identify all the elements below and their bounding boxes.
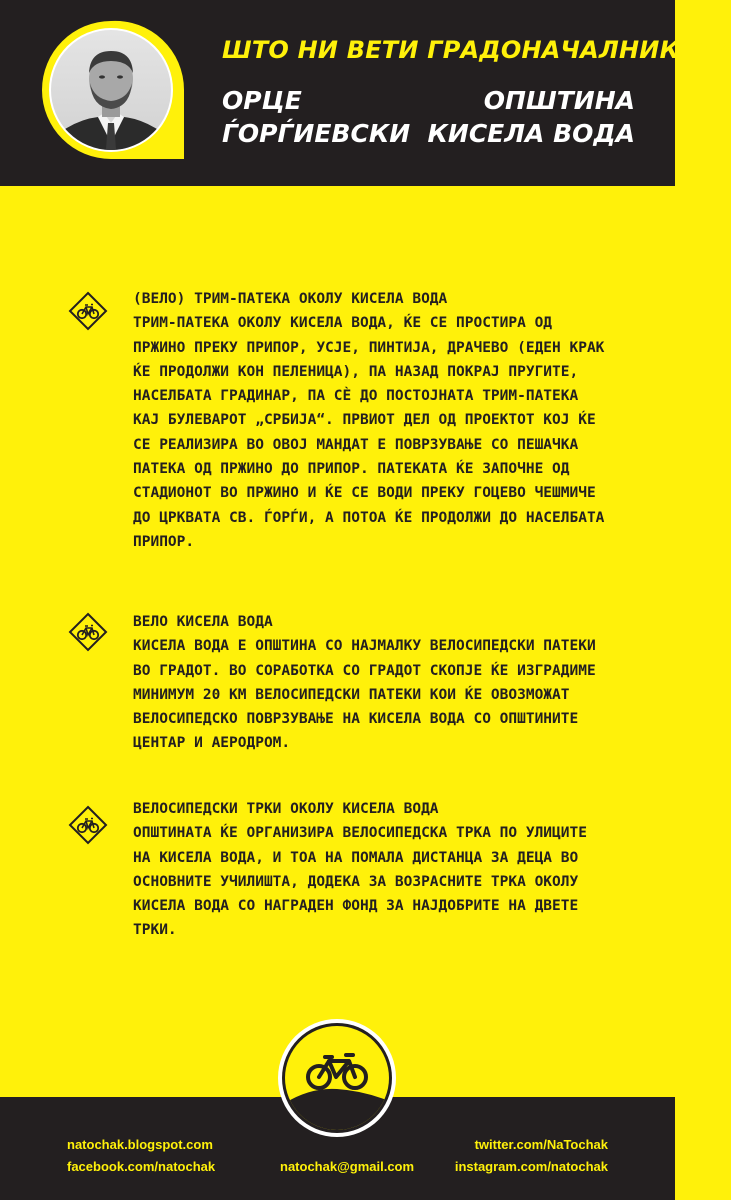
- section-text: [133, 287, 613, 554]
- section-body: ОПШТИНАТА ЌЕ ОРГАНИЗИРА ВЕЛОСИПЕДСКА ТРКА ПО УЛИЦИТЕ НА КИСЕЛА ВОДА, И ТОА НА ПОМАЛА ДИСТАНЦА ЗА ДЕЦА ВО ОСНОВНИТЕ УЧИЛИШТА, ДОДЕКА ЗА ВОЗРАСНИТЕ ТРКА ОКОЛУ КИСЕЛА ВОДА СО НАГРАДЕН ФОНД ЗА НАЈДОБРИТЕ НА ДВЕТЕ ТРКИ.: [133, 825, 587, 939]
- bicycle-sign-icon: [68, 291, 108, 331]
- section-title: ВЕЛО КИСЕЛА ВОДА: [133, 614, 273, 630]
- footer-instagram-link[interactable]: instagram.com/natochak: [454, 1159, 608, 1174]
- section-text: [133, 797, 613, 943]
- mayor-last-name: ЃОРЃИЕВСКИ: [222, 119, 411, 148]
- section-body: ТРИМ-ПАТЕКА ОКОЛУ КИСЕЛА ВОДА, ЌЕ СЕ ПРОСТИРА ОД ПРЖИНО ПРЕКУ ПРИПОР, УСЈЕ, ПИНТИЈА, ДРАЧЕВО (ЕДЕН КРАК ЌЕ ПРОДОЛЖИ КОН ПЕЛЕНИЦА), ПА НАЗАД ПОКРАЈ ПРУГИТЕ, НАСЕЛБАТА ГРАДИНАР, ПА СЀ ДО ПОСТОЈНАТА ТРИМ-ПАТЕКА КАЈ БУЛЕВАРОТ „СРБИЈА“. ПРВИОТ ДЕЛ ОД ПРОЕКТОТ КОЈ ЌЕ СЕ РЕАЛИЗИРА ВО ОВОЈ МАНДАТ Е ПОВРЗУВАЊЕ СО ПЕШАЧКА ПАТЕКА ОД ПРЖИНО ДО ПРИПОР. ПАТЕКАТА ЌЕ ЗАПОЧНЕ ОД СТАДИОНОТ ВО ПРЖИНО И ЌЕ СЕ ВОДИ ПРЕКУ ГОЦЕВО ЧЕШМИЧЕ ДО ЦРКВАТА СВ. ЃОРЃИ, А ПОТОА ЌЕ ПРОДОЛЖИ ДО НАСЕЛБАТА ПРИПОР.: [133, 315, 605, 550]
- bicycle-sign-icon: [68, 805, 108, 845]
- bicycle-sign-icon: [68, 612, 108, 652]
- footer-facebook-link[interactable]: facebook.com/natochak: [67, 1159, 216, 1174]
- footer-twitter-link[interactable]: twitter.com/NaTochak: [474, 1137, 608, 1152]
- footer-blog-link[interactable]: natochak.blogspot.com: [67, 1137, 213, 1152]
- mayor-name: [222, 84, 422, 150]
- bicycle-logo-icon: [276, 1017, 398, 1139]
- section-title: (ВЕЛО) ТРИМ-ПАТЕКА ОКОЛУ КИСЕЛА ВОДА: [133, 291, 448, 307]
- municipality-name: [415, 84, 635, 150]
- portrait-photo: [40, 19, 186, 165]
- mayor-first-name: ОРЦЕ: [222, 86, 302, 115]
- header-question: ШТО НИ ВЕТИ ГРАДОНАЧАЛНИКОТ?: [222, 36, 731, 64]
- footer-email-link[interactable]: natochak@gmail.com: [280, 1159, 415, 1174]
- section-text: [133, 610, 613, 756]
- municipality-label: ОПШТИНА: [483, 86, 635, 115]
- municipality-title: КИСЕЛА ВОДА: [427, 119, 635, 148]
- section-title: ВЕЛОСИПЕДСКИ ТРКИ ОКОЛУ КИСЕЛА ВОДА: [133, 801, 439, 817]
- section-body: КИСЕЛА ВОДА Е ОПШТИНА СО НАЈМАЛКУ ВЕЛОСИПЕДСКИ ПАТЕКИ ВО ГРАДОТ. ВО СОРАБОТКА СО ГРАДОТ СКОПЈЕ ЌЕ ИЗГРАДИМЕ МИНИМУМ 20 КМ ВЕЛОСИПЕДСКИ ПАТЕКИ КОИ ЌЕ ОВОЗМОЖАТ ВЕЛОСИПЕДСКО ПОВРЗУВАЊЕ НА КИСЕЛА ВОДА СО ОПШТИНИТЕ ЦЕНТАР И АЕРОДРОМ.: [133, 638, 596, 752]
- header-band: [0, 0, 731, 186]
